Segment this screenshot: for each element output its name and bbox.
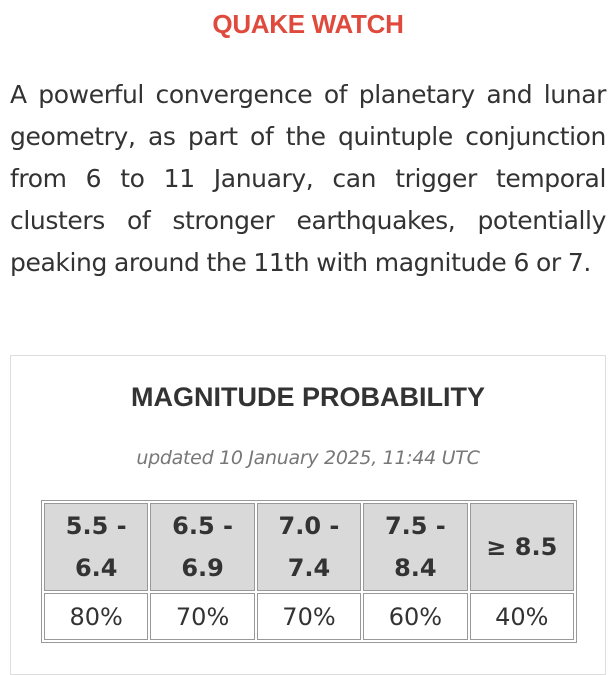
magnitude-range-end: 7.4	[287, 554, 331, 582]
magnitude-range-end: 8.4	[394, 554, 437, 582]
magnitude-range-cell	[470, 503, 574, 591]
magnitude-range-start: 7.5 -	[384, 512, 446, 540]
intro-paragraph: A powerful convergence of planetary and lunar geometry, as part of the quintuple conjunction from 6 to 11 January, can trigger temporal clusters of stronger earthquakes, potentially peaking around the 11th with magnitude 6 or 7.	[10, 80, 606, 277]
probability-cell: 70%	[150, 593, 254, 640]
probability-cell: 70%	[257, 593, 361, 640]
probability-cell: 40%	[470, 593, 574, 640]
magnitude-range-cell	[363, 503, 467, 591]
magnitude-probability-table	[41, 500, 577, 643]
magnitude-range-start: 5.5 -	[65, 512, 127, 540]
probability-row	[44, 593, 574, 640]
magnitude-range-start: 6.5 -	[172, 512, 233, 540]
magnitude-probability-card	[10, 355, 606, 675]
magnitude-range-cell	[44, 503, 148, 591]
updated-timestamp: updated 10 January 2025, 11:44 UTC	[136, 447, 480, 469]
magnitude-range-row	[44, 503, 574, 591]
magnitude-range-end: 6.4	[74, 554, 118, 582]
magnitude-range-label: ≥ 8.5	[486, 533, 558, 561]
card-title: MAGNITUDE PROBABILITY	[131, 382, 485, 412]
probability-cell: 80%	[44, 593, 148, 640]
magnitude-range-cell	[257, 503, 361, 591]
magnitude-range-end: 6.9	[181, 554, 224, 582]
page-title: QUAKE WATCH	[212, 9, 404, 39]
magnitude-range-start: 7.0 -	[278, 512, 340, 540]
probability-cell: 60%	[363, 593, 467, 640]
magnitude-range-cell	[150, 503, 254, 591]
